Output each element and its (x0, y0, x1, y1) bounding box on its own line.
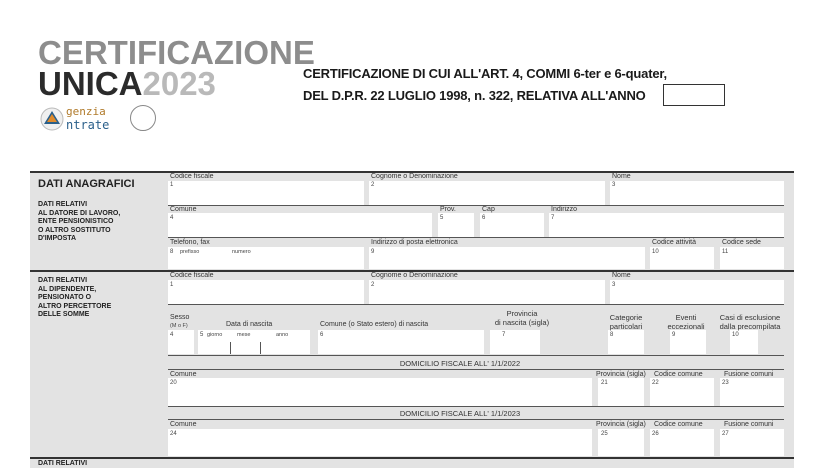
row-line (168, 419, 784, 420)
label-sesso: Sesso (170, 314, 190, 321)
section-title-dati-anagrafici: DATI ANAGRAFICI (38, 178, 135, 190)
label-nome: Nome (612, 272, 631, 279)
employee-cognome-field[interactable] (369, 280, 605, 304)
num-9: 9 (371, 249, 375, 255)
num-4: 4 (170, 332, 174, 338)
employer-email-field[interactable] (369, 247, 645, 269)
label-fusione-comuni: Fusione comuni (724, 371, 774, 378)
employer-comune-field[interactable] (168, 213, 432, 237)
employee-nome-field[interactable] (610, 280, 784, 304)
date-separator (260, 342, 261, 354)
label-telefono: Telefono, fax (170, 239, 210, 246)
label-provincia-sigla: Provincia (sigla) (596, 371, 646, 378)
num-10: 10 (732, 332, 739, 338)
employer-prov-field[interactable] (438, 213, 474, 237)
num-24: 24 (170, 431, 177, 437)
employer-codice-sede-field[interactable] (720, 247, 784, 269)
eventi-eccezionali-field[interactable] (670, 330, 706, 354)
agenzia-entrate-logo (40, 103, 175, 133)
row-line (168, 406, 784, 407)
label-comune-nascita: Comune (o Stato estero) di nascita (320, 321, 429, 328)
num-3: 3 (612, 182, 616, 188)
label-cap: Cap (482, 206, 495, 213)
num-26: 26 (652, 431, 659, 437)
label-prov: Prov. (440, 206, 456, 213)
agency-line1: genzia (66, 105, 106, 118)
employee-codice-fiscale-field[interactable] (168, 280, 364, 304)
label-codice-sede: Codice sede (722, 239, 761, 246)
num-27: 27 (722, 431, 729, 437)
num-7: 7 (502, 332, 506, 338)
num-5: 5 (200, 332, 204, 338)
domicilio-2023-fusione-field[interactable] (720, 429, 784, 456)
num-20: 20 (170, 380, 177, 386)
comune-nascita-field[interactable] (318, 330, 484, 354)
employer-cap-field[interactable] (480, 213, 544, 237)
label-cognome: Cognome o Denominazione (371, 272, 458, 279)
section2-subtitle: DATI RELATIVI AL DIPENDENTE, PENSIONATO O ALTRO PERCETTORE DELLE SOMME (38, 277, 112, 318)
num-1: 1 (170, 282, 174, 288)
domicilio-2023-codice-comune-field[interactable] (650, 429, 714, 456)
year-input[interactable] (663, 84, 725, 106)
employer-codice-attivita-field[interactable] (650, 247, 714, 269)
label-casi-esclusione: Casi di esclusione dalla precompilata (719, 313, 781, 331)
republic-seal-icon (130, 105, 156, 131)
label-cognome: Cognome o Denominazione (371, 173, 458, 180)
employer-denominazione-field[interactable] (369, 181, 605, 205)
label-codice-comune: Codice comune (654, 371, 703, 378)
label-fusione-comuni: Fusione comuni (724, 421, 774, 428)
num-8: 8 (610, 332, 614, 338)
label-codice-comune: Codice comune (654, 421, 703, 428)
employer-codice-fiscale-field[interactable] (168, 181, 364, 205)
num-25: 25 (601, 431, 608, 437)
label-provincia-sigla: Provincia (sigla) (596, 421, 646, 428)
num-2: 2 (371, 282, 375, 288)
section3-subtitle: DATI RELATIVI (38, 460, 88, 467)
num-6: 6 (482, 215, 486, 221)
domicilio-2022-title: DOMICILIO FISCALE ALL' 1/1/2022 (399, 359, 521, 368)
label-eventi: Eventi eccezionali (667, 313, 705, 331)
agency-line2: ntrate (66, 118, 110, 132)
row-line (168, 355, 784, 356)
label-indirizzo: Indirizzo (551, 206, 578, 213)
label-comune: Comune (170, 371, 197, 378)
label-mese: mese (237, 332, 251, 338)
label-prefisso: prefisso (180, 249, 200, 255)
domicilio-2022-comune-field[interactable] (168, 378, 592, 406)
label-data-nascita: Data di nascita (226, 321, 273, 328)
provincia-nascita-field[interactable] (490, 330, 540, 354)
num-23: 23 (722, 380, 729, 386)
label-comune: Comune (170, 421, 197, 428)
employer-nome-field[interactable] (610, 181, 784, 205)
logo-certificazione: CERTIFICAZIONE (38, 34, 315, 71)
row-line (168, 205, 784, 206)
num-6: 6 (320, 332, 324, 338)
section3-band (30, 459, 794, 468)
num-10: 10 (652, 249, 659, 255)
label-anno: anno (276, 332, 289, 338)
num-2: 2 (371, 182, 375, 188)
label-codice-fiscale: Codice fiscale (170, 272, 214, 279)
section1-subtitle: DATI RELATIVI AL DATORE DI LAVORO, ENTE PENSIONISTICO O ALTRO SOSTITUTO D'IMPOSTA (38, 201, 121, 242)
row-line (168, 369, 784, 370)
label-sesso-sub: (M o F) (170, 323, 188, 329)
label-codice-attivita: Codice attività (652, 239, 696, 246)
domicilio-2023-title: DOMICILIO FISCALE ALL' 1/1/2023 (399, 409, 521, 418)
num-3: 3 (612, 282, 616, 288)
row-line (168, 237, 784, 238)
domicilio-2022-codice-comune-field[interactable] (650, 378, 714, 406)
num-7: 7 (551, 215, 555, 221)
label-categorie: Categorie particolari (609, 313, 643, 331)
label-provincia-nascita: Provincia di nascita (sigla) (494, 309, 550, 327)
num-5: 5 (440, 215, 444, 221)
num-11: 11 (722, 249, 729, 255)
logo-unica: UNICA (38, 65, 143, 102)
label-numero: numero (232, 249, 251, 255)
header-title-line1: CERTIFICAZIONE DI CUI ALL'ART. 4, COMMI 6-ter e 6-quater, (303, 66, 667, 81)
date-separator (230, 342, 231, 354)
label-comune: Comune (170, 206, 197, 213)
num-4: 4 (170, 215, 174, 221)
domicilio-2022-fusione-field[interactable] (720, 378, 784, 406)
num-9: 9 (672, 332, 676, 338)
num-8: 8 (170, 249, 174, 255)
label-giorno: giorno (207, 332, 223, 338)
num-21: 21 (601, 380, 608, 386)
domicilio-2023-comune-field[interactable] (168, 429, 592, 456)
num-1: 1 (170, 182, 174, 188)
logo-year: 2023 (142, 65, 216, 102)
label-email: Indirizzo di posta elettronica (371, 239, 458, 246)
num-22: 22 (652, 380, 659, 386)
employer-indirizzo-field[interactable] (549, 213, 784, 237)
row-line (168, 304, 784, 305)
label-codice-fiscale: Codice fiscale (170, 173, 214, 180)
header-title-line2: DEL D.P.R. 22 LUGLIO 1998, n. 322, RELATIVA ALL'ANNO (303, 88, 646, 103)
categorie-particolari-field[interactable] (608, 330, 644, 354)
agenzia-logo-icon (40, 107, 64, 131)
logo-unica-2023 (38, 67, 216, 100)
label-nome: Nome (612, 173, 631, 180)
